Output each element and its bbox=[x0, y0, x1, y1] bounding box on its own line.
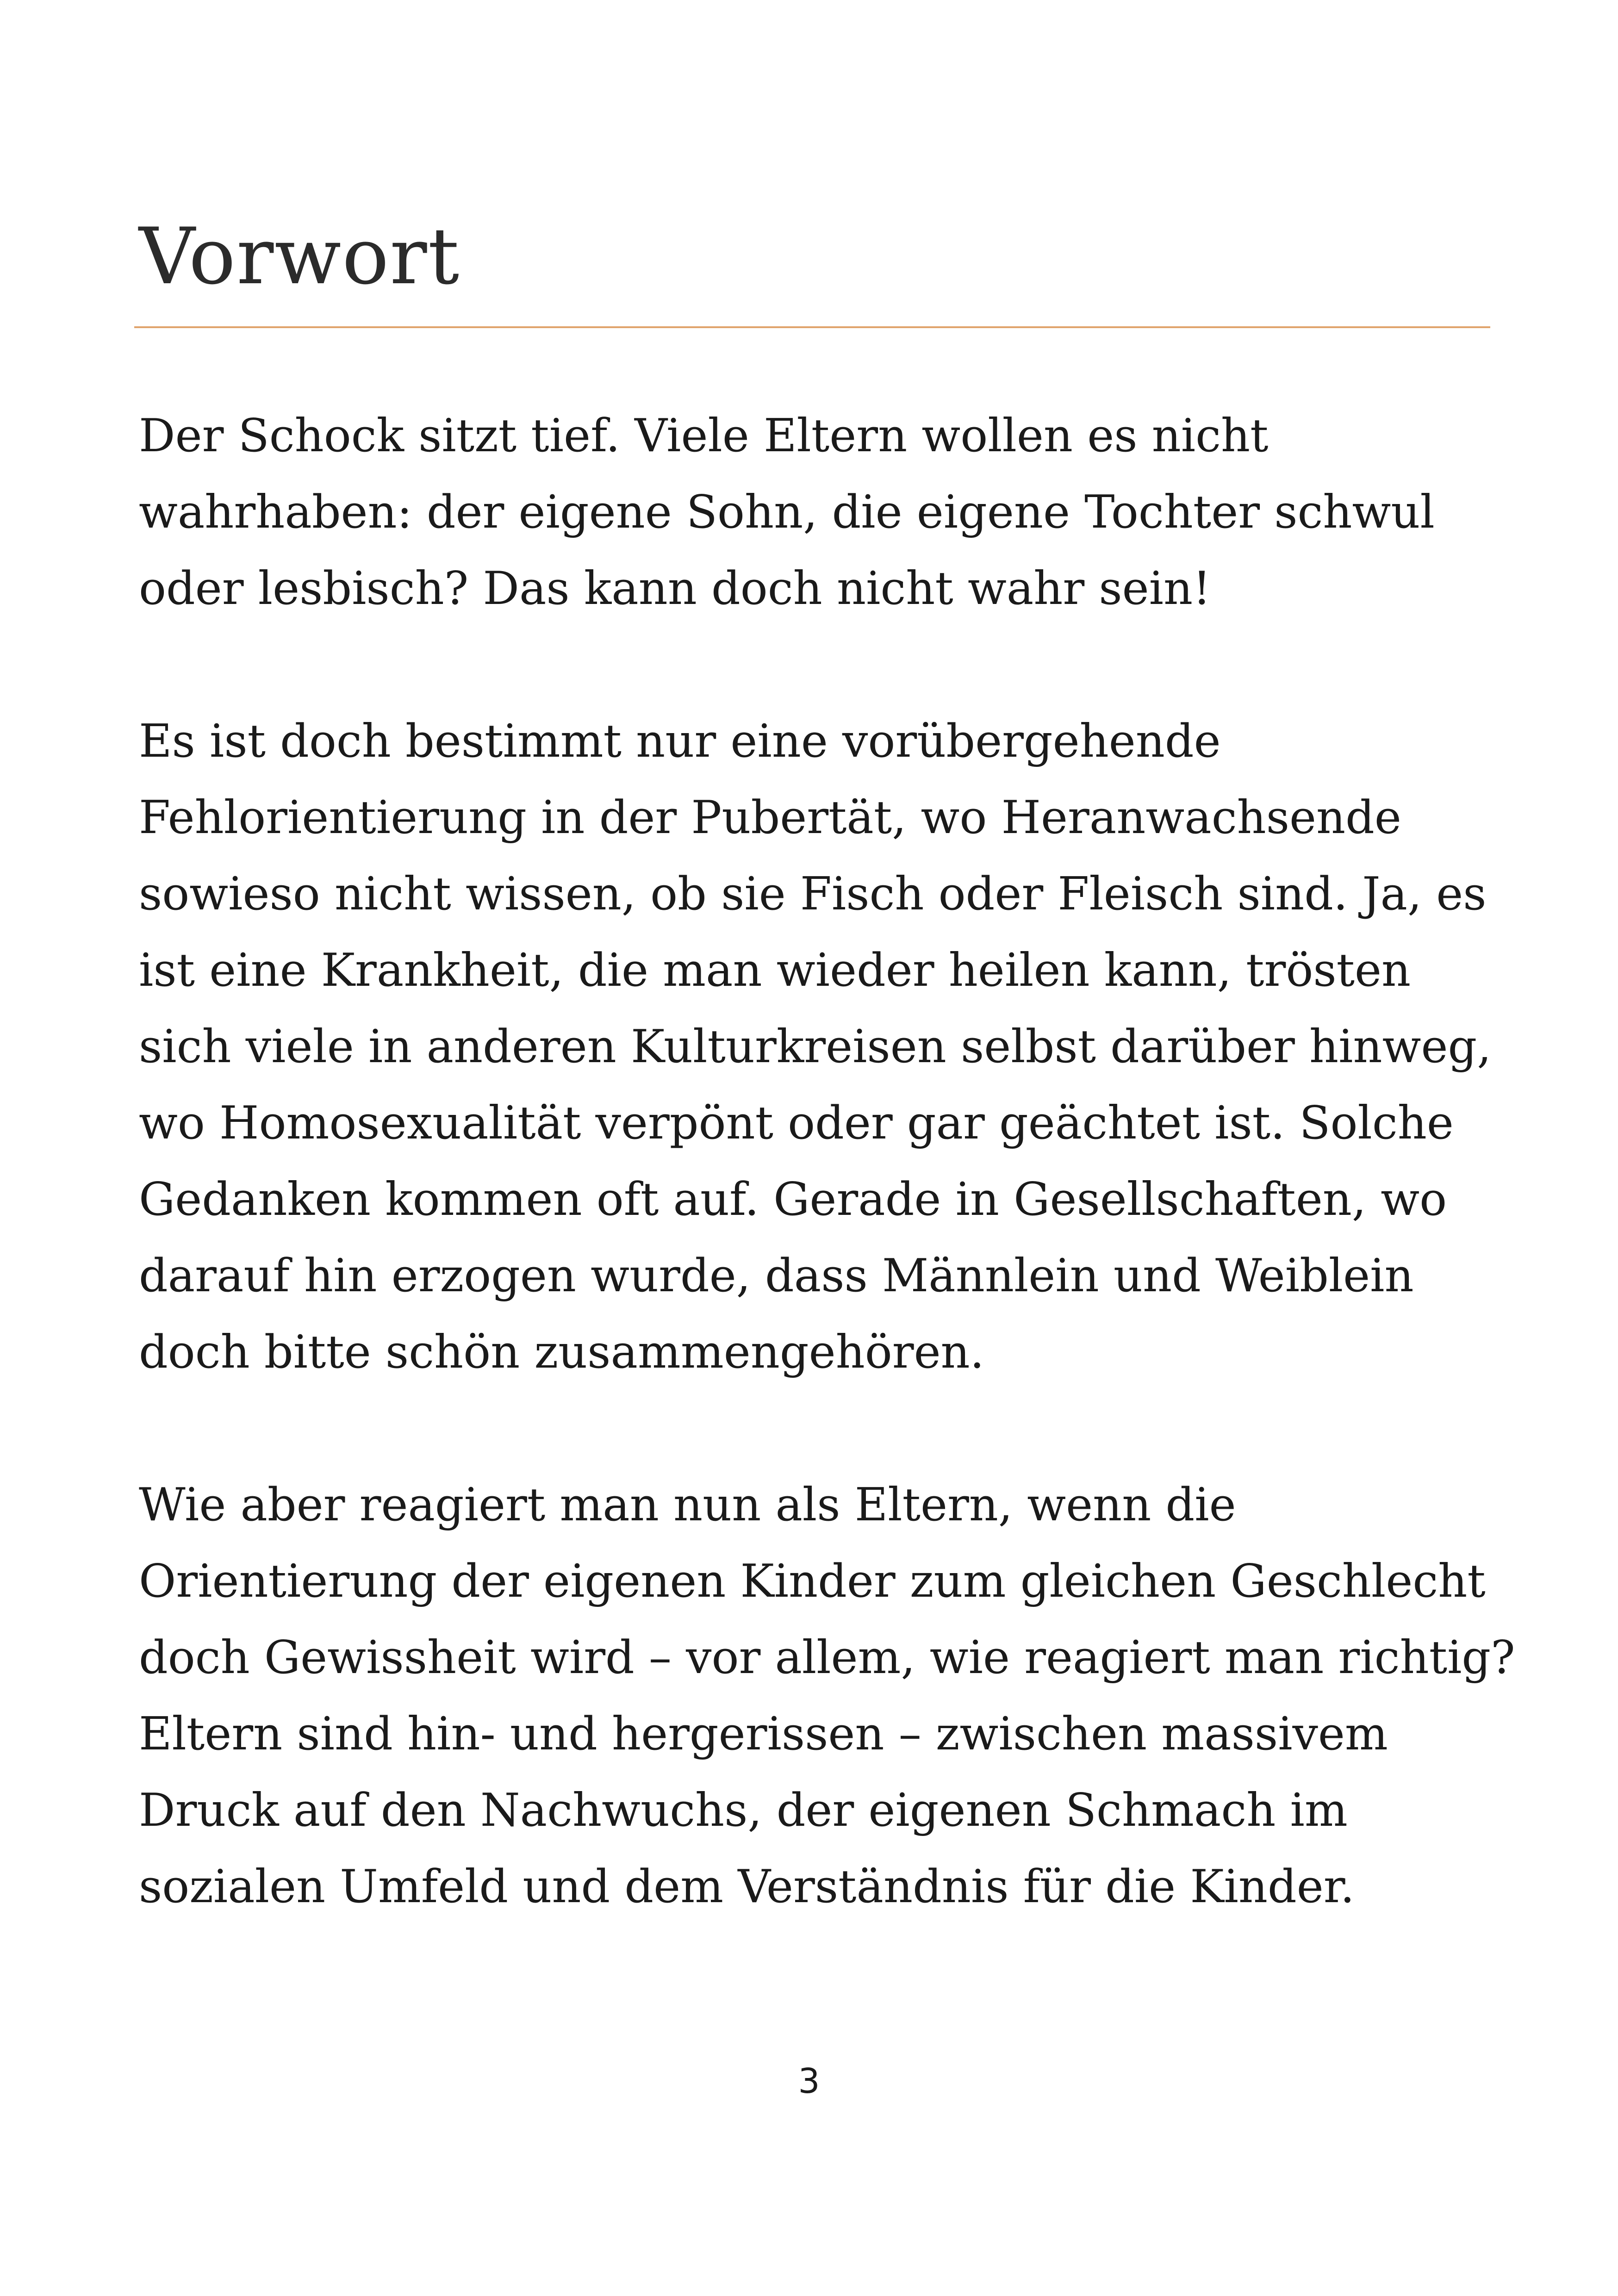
text-line: darauf hin erzogen wurde, dass Männlein und Weiblein bbox=[139, 1250, 1414, 1302]
text-line: doch Gewissheit wird – vor allem, wie reagiert man richtig? bbox=[139, 1631, 1515, 1684]
text-line: Eltern sind hin- und hergerissen – zwischen massivem bbox=[139, 1708, 1388, 1761]
text-line: sozialen Umfeld und dem Verständnis für die Kinder. bbox=[139, 1860, 1355, 1913]
text-line: Wie aber reagiert man nun als Eltern, wenn die bbox=[139, 1479, 1236, 1531]
text-line: oder lesbisch? Das kann doch nicht wahr sein! bbox=[139, 562, 1211, 615]
page-number: 3 bbox=[798, 2061, 820, 2101]
paragraph-2 bbox=[139, 703, 1509, 1391]
chapter-heading: Vorwort bbox=[139, 211, 461, 302]
text-line: wo Homosexualität verpönt oder gar geächtet ist. Solche bbox=[139, 1097, 1454, 1150]
text-line: Gedanken kommen oft auf. Gerade in Gesellschaften, wo bbox=[139, 1173, 1447, 1226]
paragraph-3 bbox=[139, 1467, 1515, 1925]
text-line: doch bitte schön zusammengehören. bbox=[139, 1326, 984, 1379]
text-line: sich viele in anderen Kulturkreisen selbst darüber hinweg, bbox=[139, 1020, 1492, 1073]
text-line: Druck auf den Nachwuchs, der eigenen Schmach im bbox=[139, 1784, 1348, 1837]
text-line: Orientierung der eigenen Kinder zum gleichen Geschlecht bbox=[139, 1555, 1486, 1608]
text-line: wahrhaben: der eigene Sohn, die eigene Tochter schwul bbox=[139, 486, 1435, 539]
text-line: Fehlorientierung in der Pubertät, wo Heranwachsende bbox=[139, 791, 1401, 844]
body-text bbox=[139, 398, 1515, 2002]
heading-underline bbox=[134, 326, 1490, 328]
text-line: sowieso nicht wissen, ob sie Fisch oder Fleisch sind. Ja, es bbox=[139, 868, 1487, 921]
paragraph-1 bbox=[139, 398, 1509, 627]
text-line: Es ist doch bestimmt nur eine vorübergehende bbox=[139, 715, 1221, 768]
text-line: ist eine Krankheit, die man wieder heilen kann, trösten bbox=[139, 944, 1411, 997]
text-line: Der Schock sitzt tief. Viele Eltern wollen es nicht bbox=[139, 410, 1269, 462]
